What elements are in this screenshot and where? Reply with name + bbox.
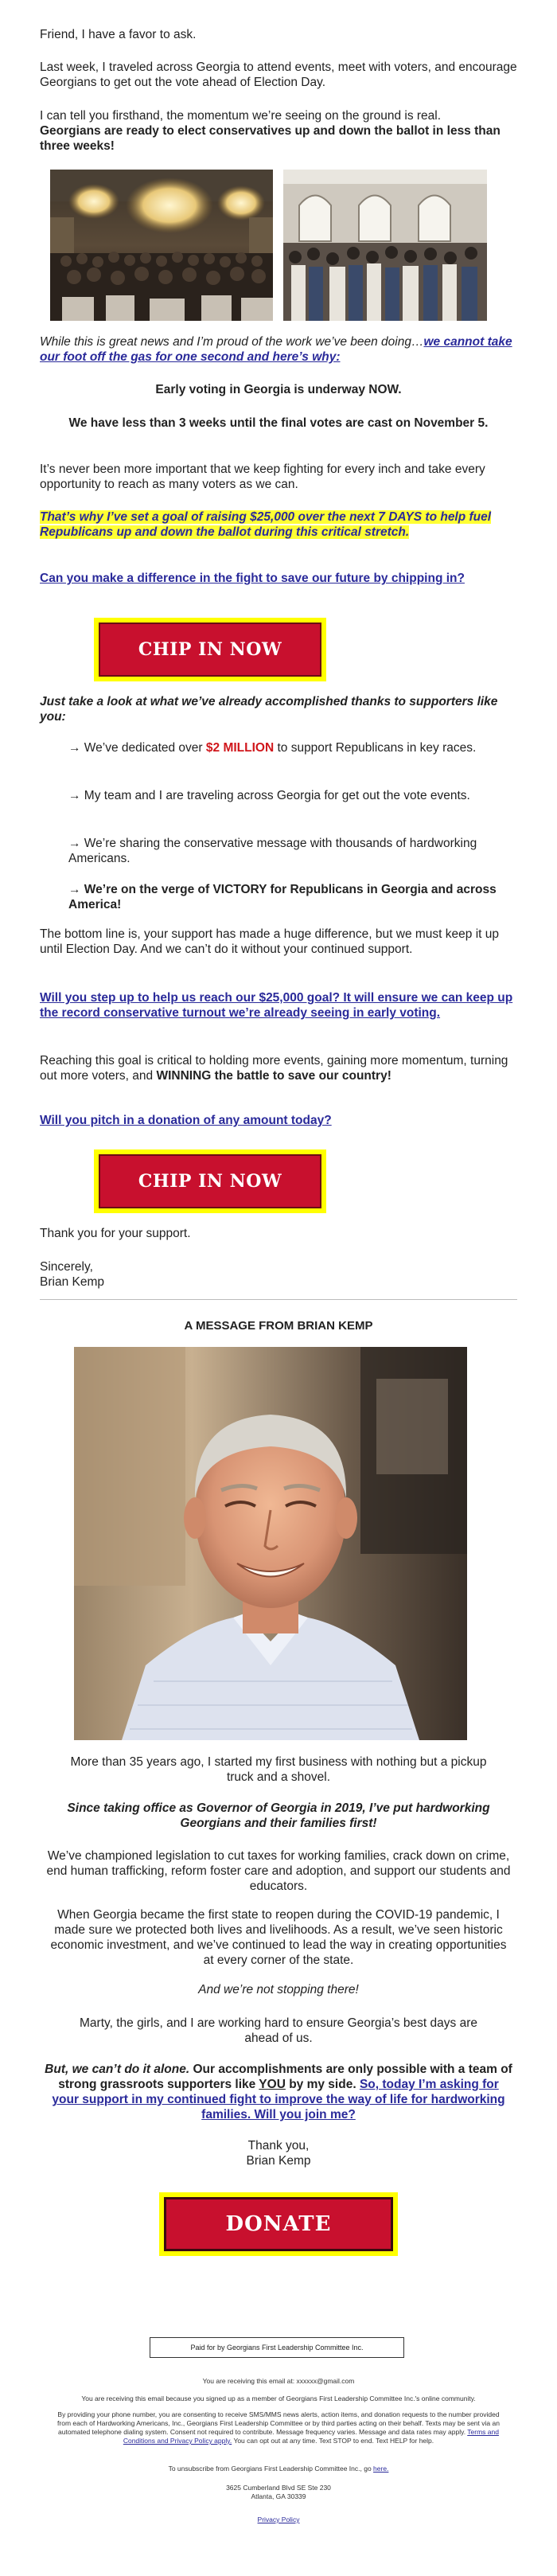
paragraph-important: It’s never been more important that we keep fighting for every inch and take every opportunity to reach as many voters as we can. [40, 463, 485, 491]
message-not-stopping: And we’re not stopping there! [198, 1983, 359, 1996]
terms-link[interactable]: Terms and Conditions and Privacy Policy apply. [123, 2428, 499, 2445]
two-million-amount: $2 MILLION [205, 741, 275, 755]
unsubscribe-link[interactable]: here. [373, 2465, 389, 2473]
heading-three-weeks: We have less than 3 weeks until the final votes are cast on November 5. [68, 416, 489, 430]
brian-kemp-portrait [74, 1347, 467, 1740]
paragraph-goal [40, 509, 517, 540]
message-marty: Marty, the girls, and I are working hard to ensure Georgia’s best days are ahead of us. [80, 2016, 477, 2045]
paragraph-reaching-goal: Reaching this goal is critical to holding more events, gaining more momentum, turning out more voters, and WINNING the battle to save our country! [40, 1054, 508, 1083]
heading-early-voting: Early voting in Georgia is underway NOW. [155, 383, 402, 396]
footer-unsubscribe: To unsubscribe from Georgians First Leadership Committee Inc., go here. [168, 2465, 389, 2473]
message-header: A MESSAGE FROM BRIAN KEMP [184, 1319, 373, 1333]
footer-privacy [40, 2516, 517, 2524]
cant-do-it-alone: But, we can’t do it alone. [45, 2063, 190, 2076]
paragraph-thanks: Thank you for your support. [40, 1227, 191, 1240]
message-signoff [40, 2138, 517, 2168]
you-emphasis: YOU [259, 2078, 286, 2091]
link-join-me[interactable]: So, today I’m asking for your support in my continued fight to improve the way of life for hardworking families. Will you join me? [52, 2078, 505, 2121]
link-foot-off-gas[interactable]: we cannot take our foot off the gas for one second and here’s why: [40, 335, 512, 364]
message-thank-you: Thank you, [247, 2139, 310, 2153]
signature: Brian Kemp [40, 1275, 104, 1289]
link-step-up[interactable]: Will you step up to help us reach our $25,000 goal? It will ensure we can keep up the record conservative turnout we’re already seeing in early voting. [40, 991, 513, 1020]
footer-member: You are receiving this email because you signed up as a member of Georgians First Leadership Committee Inc.'s online community. [81, 2395, 476, 2402]
message-business: More than 35 years ago, I started my first business with nothing but a pickup truck and a shovel. [70, 1755, 487, 1784]
privacy-policy-link[interactable]: Privacy Policy [257, 2516, 300, 2523]
footer-address: 3625 Cumberland Blvd SE Ste 230 Atlanta, GA 30339 [226, 2484, 331, 2500]
signoff-block [40, 1259, 517, 1290]
greeting: Friend, I have a favor to ask. [40, 28, 197, 41]
event-photo-ballroom [50, 170, 273, 321]
paragraph-difference [40, 571, 517, 586]
bullet-victory: → We’re on the verge of VICTORY for Republicans in Georgia and across America! [68, 883, 497, 911]
divider [40, 1299, 517, 1300]
bullet-traveling: → My team and I are traveling across Georgia for get out the vote events. [68, 789, 470, 802]
message-governor: Since taking office as Governor of Georgia in 2019, I’ve put hardworking Georgians and their families first! [67, 1801, 490, 1830]
winning-battle-bold: WINNING the battle to save our country! [156, 1069, 391, 1083]
paragraph-step-up [40, 990, 517, 1021]
message-covid: When Georgia became the first state to reopen during the COVID-19 pandemic, I made sure we protected both lives and livelihoods. As a result, we’ve seen historic economic investment, and we’ve continued to lead the way in creating opportunities at every corner of the state. [50, 1908, 507, 1967]
footer-consent: By providing your phone number, you are consenting to receive SMS/MMS news alerts, action items, and donation requests to the number provided from each of Hardworking Americans, Inc., Georgians First Leadership Committee or by third parties acting on their behalf. Texts may be sent via an automated telephone dialing system. Consent not required to contribute. Message frequency varies. Message and data rates may apply. Terms and Conditions and Privacy Policy apply. You can opt out at any time. Text STOP to end. Text HELP for help. [57, 2410, 500, 2445]
paragraph-great-news: While this is great news and I’m proud of the work we’ve been doing…we cannot take our foot off the gas for one second and here’s why: [40, 335, 512, 364]
message-legislation: We’ve championed legislation to cut taxes for working families, crack down on crime, end human trafficking, reform foster care and adoption, and support our students and educators. [46, 1849, 511, 1893]
momentum-bold: Georgians are ready to elect conservatives up and down the ballot in less than three weeks! [40, 124, 501, 153]
message-signature: Brian Kemp [246, 2154, 311, 2168]
bullet-sharing: → We’re sharing the conservative message with thousands of hardworking Americans. [68, 837, 477, 865]
donate-button-label: DONATE [164, 2197, 393, 2251]
paid-for-box [150, 2337, 404, 2358]
chip-in-button-2-label: CHIP IN NOW [99, 1154, 321, 1208]
footer-receiving-email: You are receiving this email at: xxxxxx@gmail.com [202, 2377, 355, 2385]
message-alone: But, we can’t do it alone. Our accomplishments are only possible with a team of strong grassroots supporters like YOU by my side. So, today I’m asking for your support in my continued fight to improve the way of life for hardworking families. Will you join me? [45, 2063, 512, 2121]
link-make-difference[interactable]: Can you make a difference in the fight to save our future by chipping in? [40, 572, 465, 585]
paid-for-text: Paid for by Georgians First Leadership Committee Inc. [190, 2343, 364, 2352]
chip-in-button-1[interactable] [94, 618, 326, 681]
goal-highlight: That’s why I’ve set a goal of raising $25,000 over the next 7 DAYS to help fuel Republicans up and down the ballot during this critical stretch. [40, 510, 492, 539]
paragraph-accomplished: Just take a look at what we’ve already accomplished thanks to supporters like you: [40, 695, 498, 724]
hall-image [283, 170, 487, 321]
ballroom-image [50, 170, 273, 321]
event-photo-hall [283, 170, 487, 321]
paragraph-momentum: I can tell you firsthand, the momentum we’re seeing on the ground is real. Georgians are ready to elect conservatives up and down the ballot in less than three weeks! [40, 109, 501, 153]
paragraph-travel: Last week, I traveled across Georgia to attend events, meet with voters, and encourage Georgians to get out the vote ahead of Election Day. [40, 60, 517, 89]
signoff: Sincerely, [40, 1260, 93, 1274]
paragraph-bottom-line: The bottom line is, your support has made a huge difference, but we must keep it up until Election Day. And we can’t do it without your continued support. [40, 927, 499, 956]
chip-in-button-2[interactable] [94, 1149, 326, 1213]
portrait-photo [74, 1347, 467, 1740]
paragraph-pitch-in [40, 1113, 517, 1128]
link-pitch-in[interactable]: Will you pitch in a donation of any amount today? [40, 1114, 332, 1127]
donate-button[interactable] [159, 2192, 398, 2256]
chip-in-button-1-label: CHIP IN NOW [99, 623, 321, 677]
bullet-million: → We’ve dedicated over $2 MILLION to support Republicans in key races. [68, 741, 477, 755]
